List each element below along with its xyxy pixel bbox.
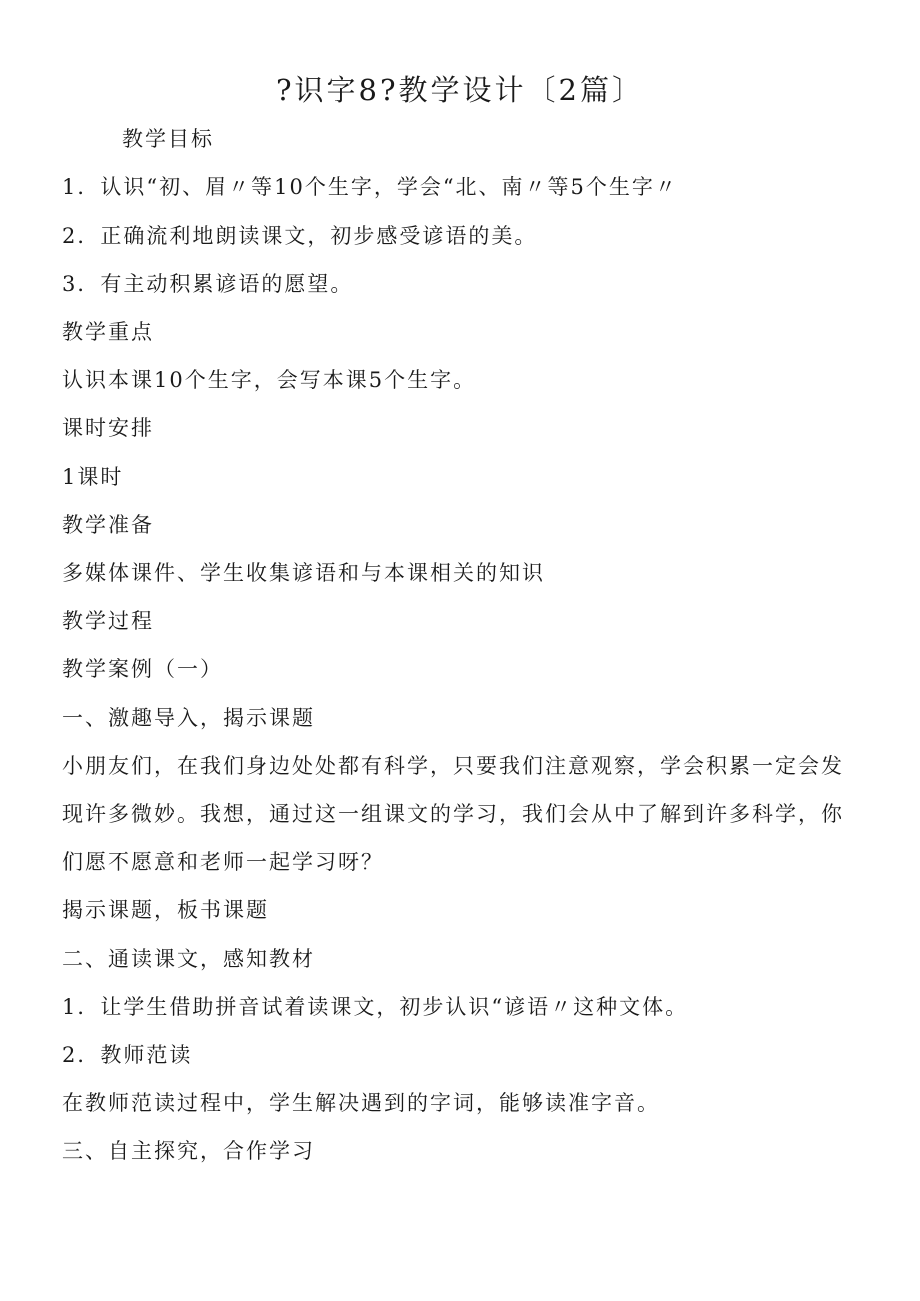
reveal-topic-text: 揭示课题，板书课题: [62, 898, 269, 922]
paragraph-line: 现许多微妙。我想，通过这一组课文的学习，我们会从中了解到许多科学，你: [62, 802, 844, 826]
paragraph-line: 小朋友们，在我们身边处处都有科学，只要我们注意观察，学会积累一定会发: [62, 754, 844, 778]
paragraph-line: 们愿不愿意和老师一起学习呀？: [62, 850, 384, 874]
heading-teaching-focus: 教学重点: [62, 320, 154, 344]
preparation-text: 多媒体课件、学生收集谚语和与本课相关的知识: [62, 561, 545, 585]
document-title: ?识字8?教学设计〔2篇〕: [276, 73, 644, 107]
heading-schedule: 课时安排: [62, 416, 154, 440]
heading-preparation: 教学准备: [62, 513, 154, 537]
section-2-item-1: 1．让学生借助拼音试着读课文，初步认识“谚语〃这种文体。: [62, 995, 689, 1019]
section-2-item-2: 2．教师范读: [62, 1043, 193, 1067]
schedule-text: 1课时: [62, 465, 124, 489]
section-3-heading: 三、自主探究，合作学习: [62, 1139, 315, 1163]
heading-case-one: 教学案例（一）: [62, 657, 223, 681]
goal-item-3: 3．有主动积累谚语的愿望。: [62, 272, 354, 296]
section-2-text: 在教师范读过程中，学生解决遇到的字词，能够读准字音。: [62, 1091, 660, 1115]
section-2-heading: 二、通读课文，感知教材: [62, 947, 315, 971]
goal-item-2: 2．正确流利地朗读课文，初步感受谚语的美。: [62, 224, 538, 248]
heading-teaching-goals: 教学目标: [122, 127, 214, 151]
section-1-heading: 一、激趣导入，揭示课题: [62, 706, 315, 730]
heading-process: 教学过程: [62, 609, 154, 633]
focus-text: 认识本课10个生字，会写本课5个生字。: [62, 368, 477, 392]
goal-item-1: 1．认识“初、眉〃等10个生字，学会“北、南〃等5个生字〃: [62, 175, 678, 199]
